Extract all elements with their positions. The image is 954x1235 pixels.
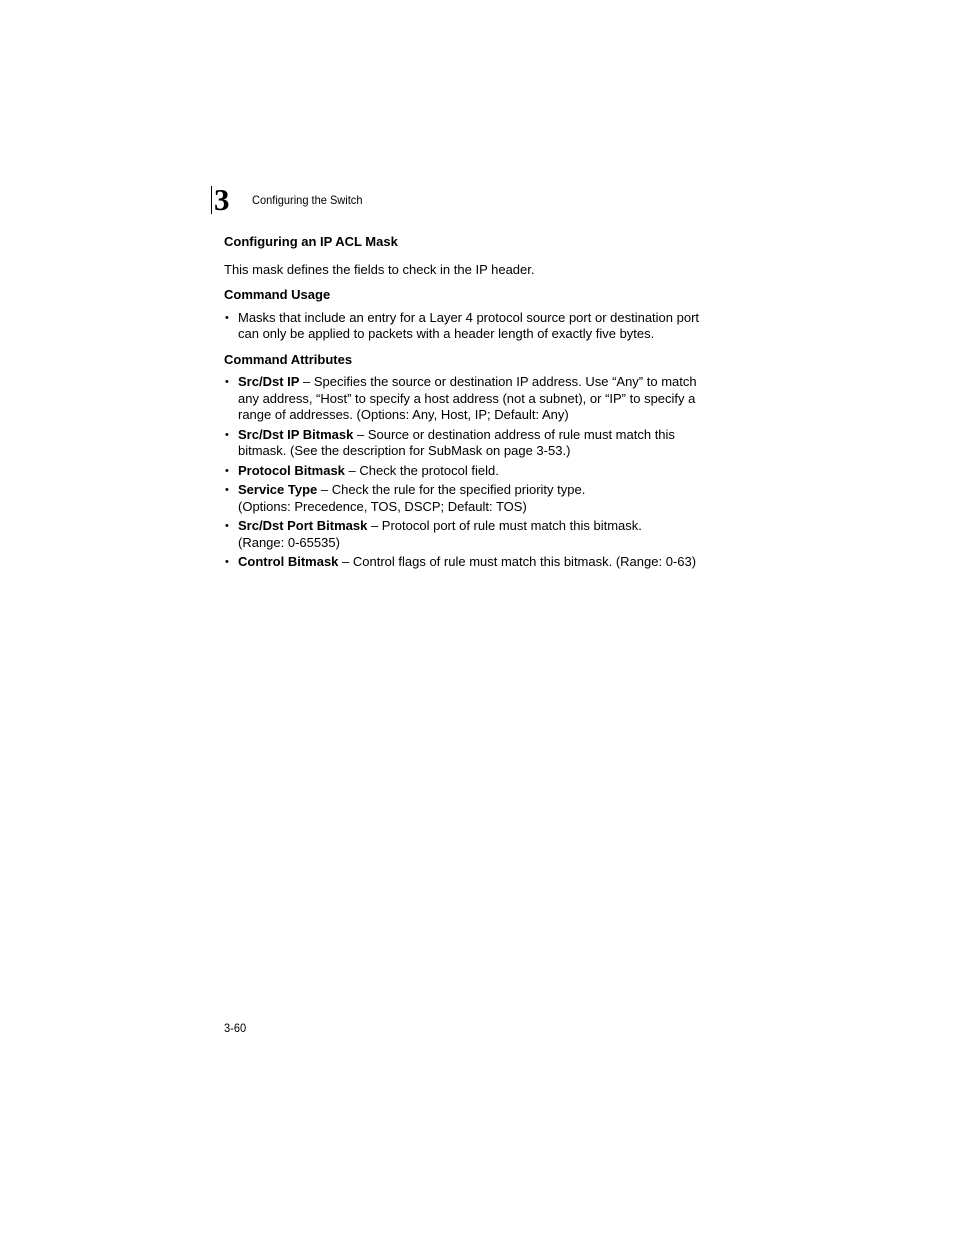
list-item xyxy=(224,463,714,480)
attribute-term: Protocol Bitmask xyxy=(238,462,345,478)
attribute-description: – Control flags of rule must match this bitmask. (Range: 0-63) xyxy=(338,554,697,569)
list-item xyxy=(224,427,714,460)
page-content xyxy=(224,234,714,574)
attribute-description: – Source or destination address of rule must match this bitmask. (See the description for SubMask on page 3-53.) xyxy=(238,426,675,458)
list-item xyxy=(224,482,714,515)
attribute-term: Control Bitmask xyxy=(238,554,339,569)
attribute-term: Src/Dst IP Bitmask xyxy=(238,426,354,442)
attribute-range: (Range: 0-65535) xyxy=(238,534,340,550)
chapter-number: 3 xyxy=(211,186,239,214)
attribute-description: – Check the protocol field. xyxy=(344,462,499,478)
running-header: Configuring the Switch xyxy=(252,193,363,207)
attribute-term: Service Type xyxy=(238,482,318,497)
list-item xyxy=(224,518,714,551)
attribute-term: Src/Dst Port Bitmask xyxy=(238,518,368,533)
section-title: Configuring an IP ACL Mask xyxy=(224,234,398,249)
list-item xyxy=(224,374,714,424)
list-item xyxy=(224,554,714,571)
command-attributes-heading: Command Attributes xyxy=(224,351,353,367)
attribute-description: – Check the rule for the specified priority type. xyxy=(317,482,586,497)
page-number: 3-60 xyxy=(224,1021,247,1035)
section-intro: This mask defines the fields to check in the IP header. xyxy=(224,261,535,277)
command-attributes-list xyxy=(224,374,714,571)
attribute-term: Src/Dst IP xyxy=(238,374,300,389)
list-item: • Masks that include an entry for a Layer 4 protocol source port or destination port can only be applied to packets with a header length of exactly five bytes. xyxy=(224,310,714,343)
attribute-description: – Protocol port of rule must match this bitmask. xyxy=(367,518,642,533)
attribute-description: – Specifies the source or destination IP address. Use “Any” to match any address, “Host” to specify a host address (not a subnet), or “IP” to specify a range of addresses. (Options: Any, Host, IP; Default: Any) xyxy=(238,374,697,422)
attribute-options: (Options: Precedence, TOS, DSCP; Default: TOS) xyxy=(238,498,527,514)
command-usage-list xyxy=(224,310,714,343)
command-usage-heading: Command Usage xyxy=(224,287,331,302)
